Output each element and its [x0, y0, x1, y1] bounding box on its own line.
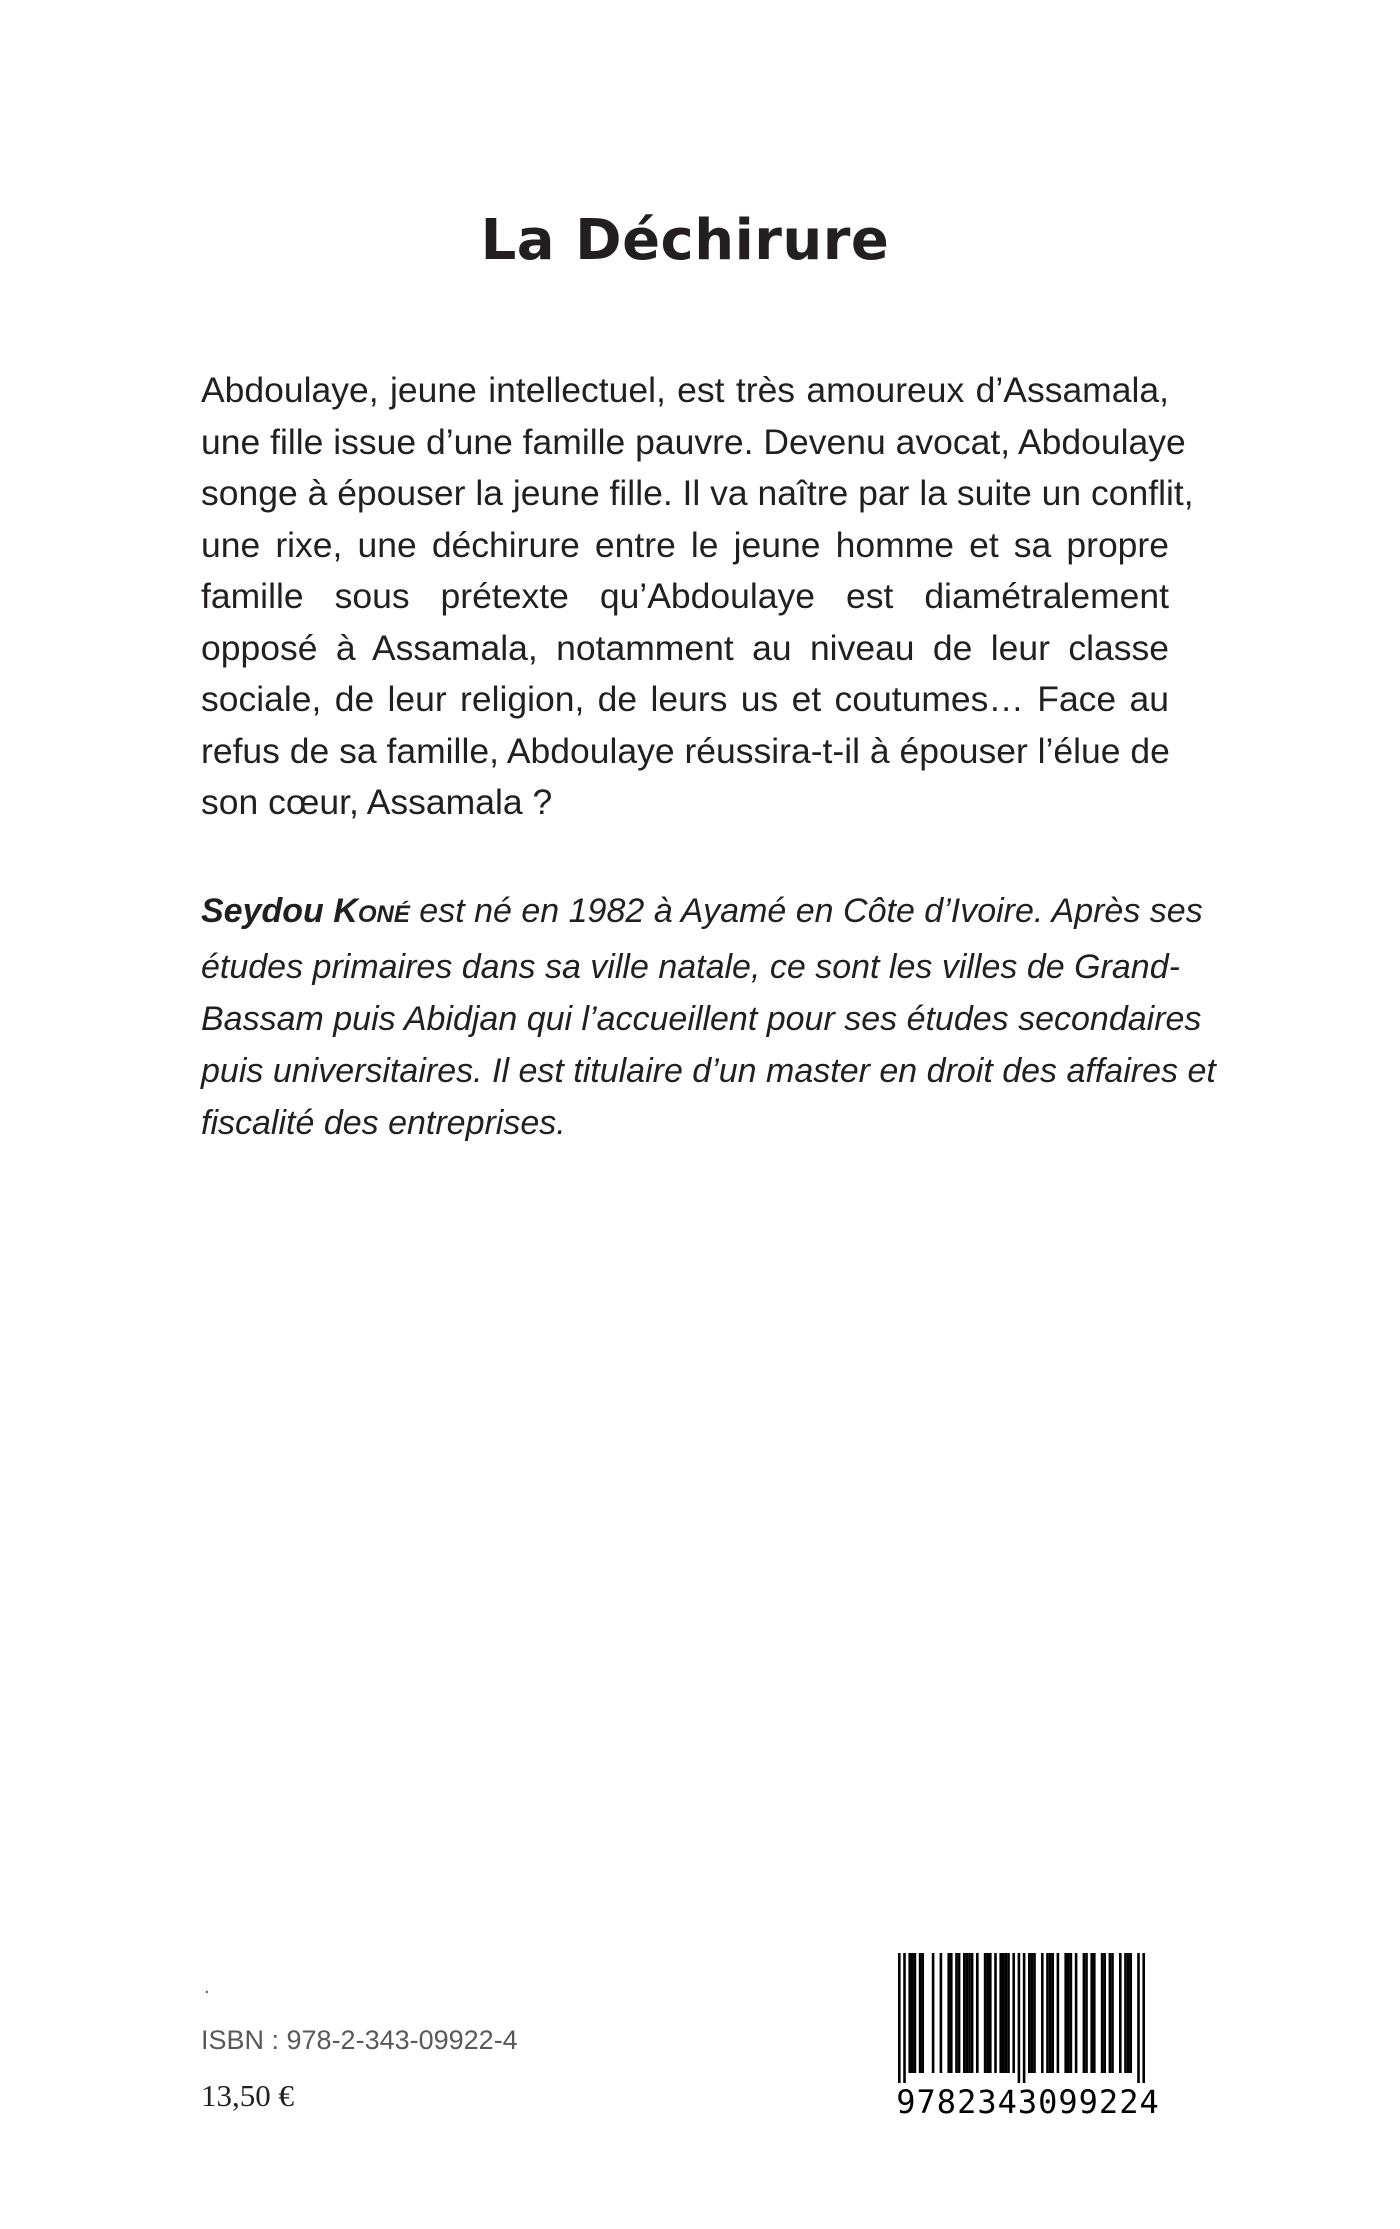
synopsis — [201, 365, 1194, 829]
barcode-bar — [1018, 1953, 1021, 2083]
synopsis-line: une rixe, une déchirure entre le jeune homme et sa propre — [201, 524, 1169, 565]
barcode-bar — [1012, 1953, 1015, 2073]
barcode-bar — [1127, 1953, 1130, 2073]
barcode-bar — [908, 1953, 911, 2073]
book-title: La Déchirure — [480, 207, 890, 273]
barcode-bar — [976, 1953, 979, 2073]
barcode-bar — [932, 1953, 935, 2073]
barcode-bar — [1031, 1953, 1034, 2073]
barcode-bar — [1041, 1953, 1044, 2073]
barcode-bar — [1064, 1953, 1067, 2073]
barcode-bar — [1085, 1953, 1088, 2073]
barcode-bar — [971, 1953, 974, 2073]
barcode-bar — [1137, 1953, 1140, 2083]
author-first-name: Seydou — [201, 892, 324, 930]
barcode-bar — [1007, 1953, 1010, 2073]
barcode-bar — [950, 1953, 953, 2073]
barcode-bar — [1103, 1953, 1106, 2073]
barcode-bars — [878, 1953, 1178, 2083]
barcode-bar — [1051, 1953, 1054, 2073]
synopsis-line: sociale, de leur religion, de leurs us et coutumes… Face au — [201, 679, 1169, 719]
barcode-bar — [947, 1953, 950, 2073]
bio-line: Bassam puis Abidjan qui l’accueillent pour ses études secondaires — [201, 1000, 1202, 1038]
barcode-bar — [1111, 1953, 1114, 2073]
barcode-bar — [984, 1953, 987, 2073]
bio-line — [201, 885, 1203, 941]
barcode-bar — [1129, 1953, 1132, 2073]
barcode-bar — [963, 1953, 966, 2073]
barcode-bar — [1033, 1953, 1036, 2073]
barcode-bar — [1142, 1953, 1145, 2083]
synopsis-line: famille sous prétexte qu’Abdoulaye est diamétralement — [201, 576, 1169, 616]
barcode-bar — [955, 1953, 958, 2073]
author-bio — [201, 885, 1216, 1149]
barcode-bar — [1124, 1953, 1127, 2073]
barcode-bar — [921, 1953, 924, 2073]
barcode-bar — [1109, 1953, 1112, 2073]
barcode-bar — [1075, 1953, 1078, 2073]
barcode-bar — [1002, 1953, 1005, 2073]
bio-line: fiscalité des entreprises. — [201, 1104, 566, 1142]
bio-line-text: est né en 1982 à Ayamé en Côte d’Ivoire. Après ses — [409, 892, 1203, 930]
barcode-bar — [1090, 1953, 1093, 2073]
barcode-bar — [986, 1953, 989, 2073]
author-surname-rest: ONÉ — [357, 901, 410, 928]
stray-dot: . — [204, 1976, 210, 1998]
barcode-bar — [1023, 1953, 1026, 2083]
bio-line: puis universitaires. Il est titulaire d’un master en droit des affaires et — [201, 1052, 1216, 1090]
barcode-bar — [999, 1953, 1002, 2073]
synopsis-line: Abdoulaye, jeune intellectuel, est très amoureux d’Assamala, — [201, 370, 1169, 410]
synopsis-line: songe à épouser la jeune fille. Il va naître par la suite un conflit, — [201, 473, 1194, 513]
barcode-number: 9782343099224 — [896, 2083, 1160, 2121]
barcode-bar — [1070, 1953, 1073, 2073]
barcode-bar — [919, 1953, 922, 2073]
barcode-bar — [903, 1953, 906, 2083]
barcode-bar — [1119, 1953, 1122, 2073]
barcode-bar — [958, 1953, 961, 2073]
barcode-bar — [1101, 1953, 1104, 2073]
barcode — [878, 1953, 1178, 2131]
barcode-bar — [1067, 1953, 1070, 2073]
barcode-bar — [968, 1953, 971, 2073]
barcode-bar — [940, 1953, 943, 2073]
isbn-label: ISBN : 978-2-343-09922-4 — [201, 2025, 518, 2055]
barcode-bar — [989, 1953, 992, 2073]
barcode-bar — [898, 1953, 901, 2083]
barcode-bar — [994, 1953, 997, 2073]
synopsis-line: refus de sa famille, Abdoulaye réussira-t-il à épouser l’élue de — [201, 730, 1170, 771]
barcode-bar — [966, 1953, 969, 2073]
bio-line: études primaires dans sa ville natale, ce sont les villes de Grand- — [201, 948, 1180, 986]
barcode-bar — [1057, 1953, 1060, 2073]
author-surname-initial: K — [333, 892, 358, 930]
barcode-bar — [1049, 1953, 1052, 2073]
synopsis-line: son cœur, Assamala ? — [201, 782, 553, 822]
barcode-bar — [1046, 1953, 1049, 2073]
synopsis-line: une fille issue d’une famille pauvre. Devenu avocat, Abdoulaye — [201, 421, 1186, 462]
barcode-bar — [1093, 1953, 1096, 2073]
barcode-bar — [1005, 1953, 1008, 2073]
barcode-bar — [914, 1953, 917, 2073]
synopsis-line: opposé à Assamala, notamment au niveau de leur classe — [201, 627, 1169, 668]
barcode-bar — [911, 1953, 914, 2073]
barcode-bar — [1028, 1953, 1031, 2073]
price-label: 13,50 € — [201, 2078, 294, 2113]
barcode-bar — [1083, 1953, 1086, 2073]
